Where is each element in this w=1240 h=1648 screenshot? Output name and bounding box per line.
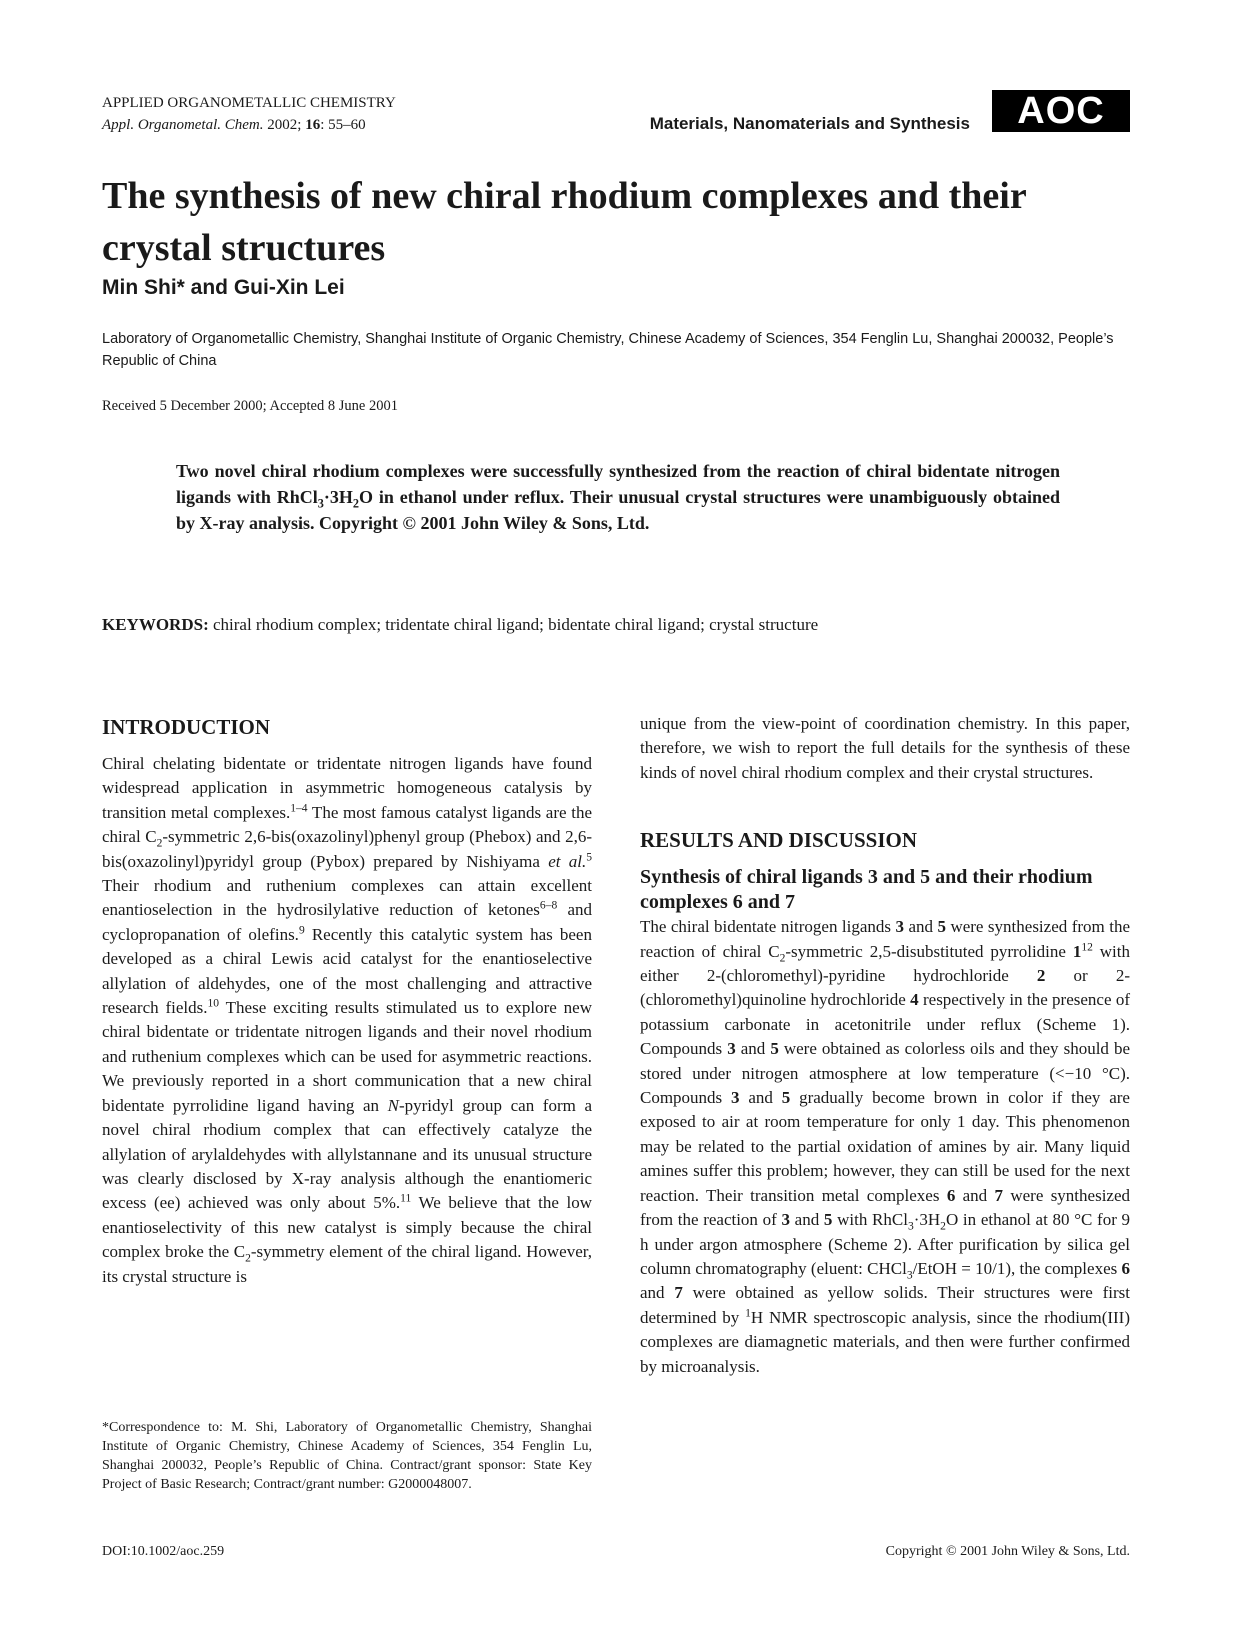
footer-copyright: Copyright © 2001 John Wiley & Sons, Ltd.: [885, 1544, 1130, 1559]
journal-logo: AOC: [992, 90, 1130, 132]
introduction-continued: unique from the view-point of coordination chemistry. In this paper, therefore, we wish to report the full details for the synthesis of these kinds of novel chiral rhodium complex and their crystal structures.: [640, 714, 1130, 782]
citation-abbrev: Appl. Organometal. Chem.: [102, 117, 264, 133]
submission-dates: Received 5 December 2000; Accepted 8 June 2001: [102, 398, 398, 414]
author-affiliation: Laboratory of Organometallic Chemistry, Shanghai Institute of Organic Chemistry, Chinese Academy of Sciences, 354 Fenglin Lu, Shanghai 200032, People’s Republic of China: [102, 331, 1114, 369]
doi: DOI:10.1002/aoc.259: [102, 1544, 225, 1559]
keywords: [102, 615, 818, 635]
right-column: [640, 712, 1130, 1379]
results-paragraph: The chiral bidentate nitrogen ligands 3 and 5 were synthesized from the reaction of chiral $C_2$-symmetric 2,5-disubstituted pyrrolidine $1^{12}$ with either 2-(chloromethyl)-pyridine hydrochloride 2 or 2-(chloromethyl)quinoline hydrochloride 4 respectively in the presence of potassium carbonate in acetonitrile under reflux (Scheme 1). Compounds 3 and 5 were obtained as colorless oils and they should be stored under nitrogen atmosphere at low temperature (<−10 °C). Compounds 3 and 5 gradually become brown in color if they are exposed to air at room temperature for only 1 day. This phenomenon may be related to the partial oxidation of amines by air. Many liquid amines suffer this problem; however, they can still be used for the next reaction. Their transition metal complexes 6 and 7 were synthesized from the reaction of 3 and 5 with $RhCl_3\cdot 3H_2O$ in ethanol at 80 °C for 9 h under argon atmosphere (Scheme 2). After purification by silica gel column chromatography (eluent: CHCl$_3$/EtOH = 10/1), the complexes 6 and 7 were obtained as yellow solids. Their structures were first determined by $^1$H NMR spectroscopic analysis, since the rhodium(III) complexes are diamagnetic materials, and then were further confirmed by microanalysis.: [640, 917, 1131, 1376]
keywords-text: chiral rhodium complex; tridentate chiral ligand; bidentate chiral ligand; crystal structure: [208, 615, 819, 634]
introduction-paragraph: Chiral chelating bidentate or tridentate nitrogen ligands have found widespread application in asymmetric homogeneous catalysis by transition metal complexes.$^{1-4}$ The most famous catalyst ligands are the chiral $C_2$-symmetric 2,6-bis(oxazolinyl)phenyl group (Phebox) and 2,6-bis(oxazolinyl)pyridyl group (Pybox) prepared by Nishiyama et al.$^5$ Their rhodium and ruthenium complexes can attain excellent enantioselection in the hydrosilylative reduction of ketones$^{6-8}$ and cyclopropanation of olefins.$^9$ Recently this catalytic system has been developed as a chiral Lewis acid catalyst for the enantioselective allylation of aldehydes, one of the most challenging and attractive research fields.$^{10}$ These exciting results stimulated us to explore new chiral bidentate or tridentate nitrogen ligands and their novel rhodium and ruthenium complexes which can be used for asymmetric reactions. We previously reported in a short communication that a new chiral bidentate pyrrolidine ligand having an N-pyridyl group can form a novel chiral rhodium complex that can effectively catalyze the allylation of arylaldehydes with allylstannane and its unusual structure was clearly disclosed by X-ray analysis although the enantiomeric excess (ee) achieved was only about 5%.$^{11}$ We believe that the low enantioselectivity of this new catalyst is simply because the chiral complex broke the $C_2$-symmetry element of the chiral ligand. However, its crystal structure is: [102, 754, 593, 1286]
introduction-heading: INTRODUCTION: [102, 715, 271, 739]
journal-header: [102, 92, 396, 136]
citation-year: 2002;: [267, 117, 302, 133]
left-column: [102, 712, 592, 1289]
keywords-label: KEYWORDS:: [102, 615, 209, 634]
correspondence-footnote: *Correspondence to: M. Shi, Laboratory of Organometallic Chemistry, Shanghai Institute of Organic Chemistry, Chinese Academy of Sciences, 354 Fenglin Lu, Shanghai 200032, People’s Republic of China. Contract/grant sponsor: State Key Project of Basic Research; Contract/grant number: G2000048007.: [102, 1420, 592, 1492]
abstract: Two novel chiral rhodium complexes were successfully synthesized from the reaction of chiral bidentate nitrogen ligands with $RhCl_3\cdot 3H_2O$ in ethanol under reflux. Their unusual crystal structures were unambiguously obtained by X-ray analysis. Copyright © 2001 John Wiley & Sons, Ltd.: [176, 461, 1060, 533]
journal-citation: [102, 114, 396, 136]
citation-volume: 16: [305, 117, 321, 133]
paper-title: The synthesis of new chiral rhodium complexes and their crystal structures: [102, 175, 1027, 269]
journal-section-label: Materials, Nanomaterials and Synthesis: [649, 114, 970, 133]
results-subheading: Synthesis of chiral ligands 3 and 5 and their rhodium complexes 6 and 7: [640, 866, 1093, 914]
paper-authors: Min Shi* and Gui-Xin Lei: [102, 276, 345, 299]
results-heading: RESULTS AND DISCUSSION: [640, 828, 917, 853]
journal-name: APPLIED ORGANOMETALLIC CHEMISTRY: [102, 95, 396, 111]
citation-pages: : 55–60: [320, 117, 366, 133]
